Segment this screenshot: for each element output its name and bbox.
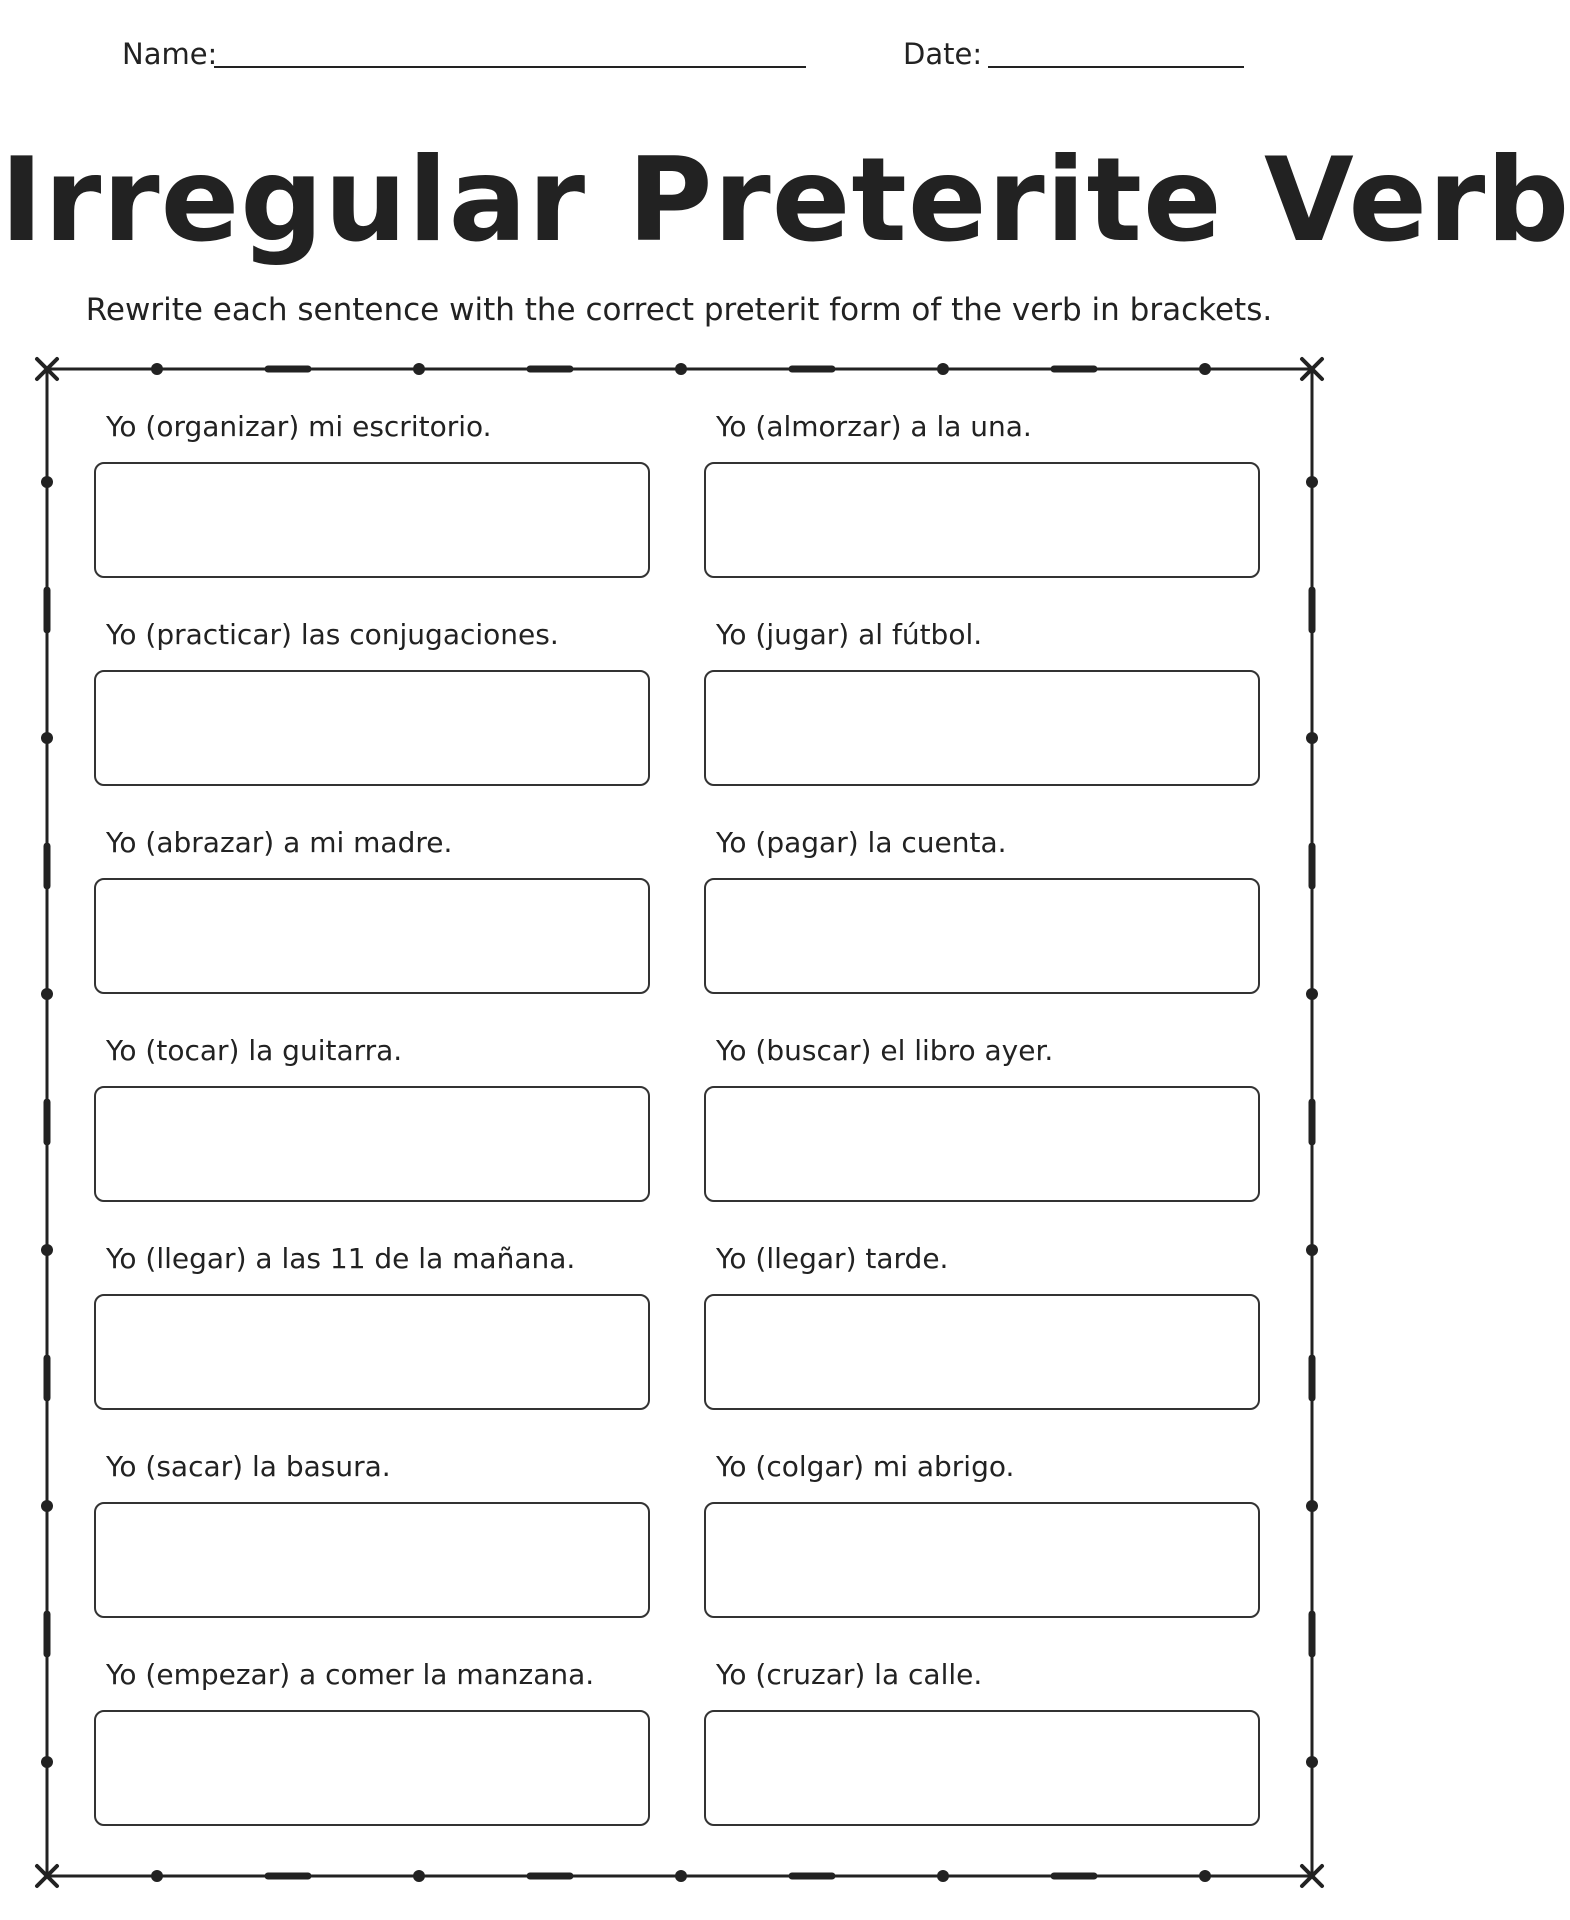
exercise-prompt: Yo (organizar) mi escritorio. [106,410,492,443]
answer-box[interactable] [704,670,1260,786]
exercise-prompt: Yo (sacar) la basura. [106,1450,391,1483]
exercise-item [704,404,1264,584]
answer-box[interactable] [94,878,650,994]
exercise-prompt: Yo (tocar) la guitarra. [106,1034,403,1067]
date-label: Date: [903,37,983,71]
exercise-prompt: Yo (llegar) tarde. [716,1242,949,1275]
exercise-prompt: Yo (colgar) mi abrigo. [716,1450,1015,1483]
page-title: Irregular Preterite Verb [0,133,1570,268]
name-label: Name: [122,37,218,71]
name-field[interactable] [214,66,806,68]
exercise-item [704,820,1264,1000]
exercise-item [704,1652,1264,1832]
exercise-prompt: Yo (pagar) la cuenta. [716,826,1007,859]
exercise-prompt: Yo (practicar) las conjugaciones. [106,618,559,651]
exercise-item [94,612,654,792]
answer-box[interactable] [94,462,650,578]
exercise-item [94,404,654,584]
answer-box[interactable] [94,1294,650,1410]
answer-box[interactable] [704,1710,1260,1826]
answer-box[interactable] [94,670,650,786]
exercise-item [94,1444,654,1624]
header-row [0,34,1358,74]
answer-box[interactable] [704,1294,1260,1410]
answer-box[interactable] [704,1502,1260,1618]
exercise-prompt: Yo (llegar) a las 11 de la mañana. [106,1242,576,1275]
exercise-prompt: Yo (empezar) a comer la manzana. [106,1658,595,1691]
exercise-item [704,1236,1264,1416]
date-field[interactable] [988,66,1244,68]
exercise-item [704,1028,1264,1208]
exercise-item [704,1444,1264,1624]
exercise-item [94,820,654,1000]
answer-box[interactable] [704,462,1260,578]
exercise-prompt: Yo (buscar) el libro ayer. [716,1034,1054,1067]
answer-box[interactable] [704,878,1260,994]
exercise-item [704,612,1264,792]
exercise-item [94,1236,654,1416]
exercise-prompt: Yo (abrazar) a mi madre. [106,826,453,859]
exercise-item [94,1652,654,1832]
exercise-prompt: Yo (jugar) al fútbol. [716,618,983,651]
answer-box[interactable] [94,1086,650,1202]
answer-box[interactable] [704,1086,1260,1202]
exercise-prompt: Yo (almorzar) a la una. [716,410,1032,443]
exercise-item [94,1028,654,1208]
answer-box[interactable] [94,1710,650,1826]
exercise-prompt: Yo (cruzar) la calle. [716,1658,983,1691]
instructions: Rewrite each sentence with the correct preterit form of the verb in brackets. [85,292,1273,328]
answer-box[interactable] [94,1502,650,1618]
